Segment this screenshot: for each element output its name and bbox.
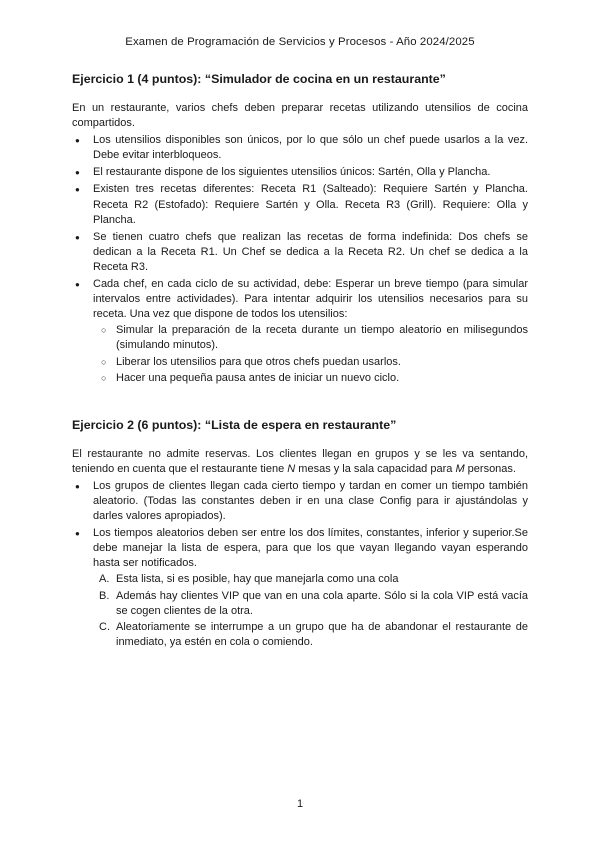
- capacity-variable: M: [455, 462, 465, 475]
- exercise-1-subitem: ○ Hacer una pequeña pausa antes de iniciar un nuevo ciclo.: [93, 371, 528, 386]
- exercise-1-bullet: ● Los utensilios disponibles son únicos, por lo que sólo un chef puede usarlos a la vez. Debe evitar interbloqueos.: [72, 133, 528, 163]
- exercise-2-bullet: ● Los grupos de clientes llegan cada cierto tiempo y tardan en comer un tiempo también aleatorio. (Todas las constantes deben ir en una clase Config para ir ajustándolas y darles valores apropiados).: [72, 479, 528, 524]
- exercise-2-bullet-with-subitems: [72, 526, 528, 650]
- exercise-1-bullet: ● Existen tres recetas diferentes: Receta R1 (Salteado): Requiere Sartén y Plancha. Receta R2 (Estofado): Requiere Sartén y Olla. Receta R3 (Grill). Requiere: Olla y Plancha.: [72, 182, 528, 227]
- lettered-item-text: Además hay clientes VIP que van en una cola aparte. Sólo si la cola VIP está vacía se cogen clientes de la otra.: [116, 589, 528, 617]
- page-number: 1: [296, 798, 304, 810]
- exercise-1-bullet-with-subitems: [72, 277, 528, 386]
- tables-variable: N: [287, 462, 296, 475]
- page-content: [72, 70, 528, 650]
- exercise-2-bullet-list: [72, 479, 528, 650]
- list-marker: B.: [99, 589, 110, 602]
- exercise-2-lettered-item: [93, 589, 528, 619]
- exercise-2-intro: [72, 447, 528, 477]
- lettered-item-text: Esta lista, si es posible, hay que manejarla como una cola: [116, 573, 399, 586]
- exercise-1-bullet: ● Se tienen cuatro chefs que realizan las recetas de forma indefinida: Dos chefs se dedican a la Receta R1. Un Chef se dedica a la Receta R2. Un chef se dedica a la Receta R3.: [72, 230, 528, 275]
- exercise-1-subitem: ○ Simular la preparación de la receta durante un tiempo aleatorio en milisegundos (simulando minutos).: [93, 323, 528, 353]
- exercise-1-bullet: ● El restaurante dispone de los siguientes utensilios únicos: Sartén, Olla y Plancha.: [72, 165, 528, 180]
- exercise-1-subitem: ○ Liberar los utensilios para que otros chefs puedan usarlos.: [93, 355, 528, 370]
- exercise-2-intro-part: personas.: [464, 462, 516, 475]
- exercise-1-sub-list: [93, 323, 528, 385]
- exercise-1: [72, 70, 528, 386]
- exercise-2-title: Ejercicio 2 (6 puntos): “Lista de espera en restaurante”: [72, 417, 397, 432]
- exercise-2-intro-part: El restaurante no admite reservas. Los clientes llegan en grupos y se les va sentando, teniendo en cuenta que el restaurante tiene: [72, 447, 528, 475]
- exercise-2-lettered-item: [93, 572, 528, 587]
- page-header: Examen de Programación de Servicios y Procesos - Año 2024/2025: [125, 36, 475, 48]
- exercise-1-bullet-text: Cada chef, en cada ciclo de su actividad, debe: Esperar un breve tiempo (para simular intervalos entre actividades). Para intentar adquirir los utensilios necesarios para su receta. Una vez que dispone de todos los utensilios:: [93, 278, 528, 321]
- exercise-2: [72, 416, 528, 650]
- list-marker: A.: [99, 573, 110, 586]
- exercise-2-lettered-item: [93, 620, 528, 650]
- lettered-item-text: Aleatoriamente se interrumpe a un grupo que ha de abandonar el restaurante de inmediato, ya estén en cola o comiendo.: [116, 620, 528, 648]
- exercise-1-bullet-list: [72, 133, 528, 386]
- list-marker: C.: [99, 620, 110, 633]
- exercise-2-bullet-text: Los tiempos aleatorios deben ser entre los dos límites, constantes, inferior y superior.Se debe manejar la lista de espera, para que los que vayan llegando vayan esperando hasta ser notificados.: [93, 527, 528, 570]
- exercise-2-intro-part: mesas y la sala capacidad para: [295, 462, 456, 475]
- exercise-1-title: Ejercicio 1 (4 puntos): “Simulador de cocina en un restaurante”: [72, 72, 446, 86]
- exercise-1-intro: En un restaurante, varios chefs deben preparar recetas utilizando utensilios de cocina compartidos.: [72, 102, 528, 130]
- exercise-2-lettered-list: [93, 572, 528, 649]
